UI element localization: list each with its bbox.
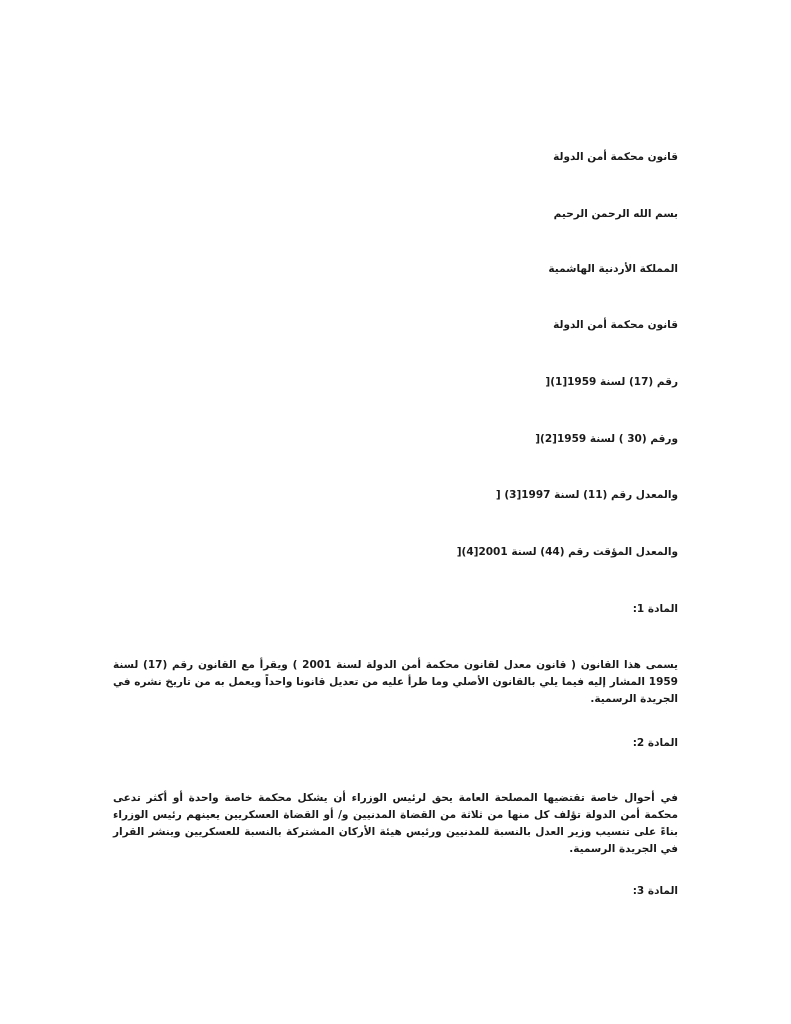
basmala-line: بسم الله الرحمن الرحيم <box>553 208 678 220</box>
article-heading: المادة 2: <box>632 737 678 749</box>
law-name-line: قانون محكمة أمن الدولة <box>553 319 678 331</box>
kingdom-line: المملكة الأردنية الهاشمية <box>548 263 678 275</box>
article-heading: المادة 1: <box>632 603 678 615</box>
law-number-line: ورقم (30 ) لسنة 1959[2)[ <box>535 433 678 445</box>
law-number-line: والمعدل رقم (11) لسنة 1997[3) [ <box>495 489 678 501</box>
law-number-line: والمعدل المؤقت رقم (44) لسنة 2001[4)[ <box>456 546 678 558</box>
document-title: قانون محكمة أمن الدولة <box>553 151 678 163</box>
article-paragraph: يسمى هذا القانون ( قانون معدل لقانون محكمة أمن الدولة لسنة 2001 ) ويقرأ مع القانون رقم (17) لسنة 1959 المشار إليه فيما يلي بالقانون الأصلي وما طرأ عليه من تعديل قانونا واحداً ويعمل به من تاريخ نشره في الجريدة الرسمية. <box>113 659 678 705</box>
article-paragraph: في أحوال خاصة تقتضيها المصلحة العامة يحق لرئيس الوزراء أن يشكل محكمة خاصة واحدة أو أكثر تدعى محكمة أمن الدولة تؤلف كل منها من ثلاثة من القضاة المدنيين و/ أو القضاة العسكريين يعينهم رئيس الوزراء بناءً على تنسيب وزير العدل بالنسبة للمدنيين ورئيس هيئة الأركان المشتركة بالنسبة للعسكريين وينشر القرار في الجريدة الرسمية. <box>113 792 678 855</box>
law-number-line: رقم (17) لسنة 1959[1)[ <box>545 376 678 388</box>
article-heading: المادة 3: <box>632 885 678 897</box>
